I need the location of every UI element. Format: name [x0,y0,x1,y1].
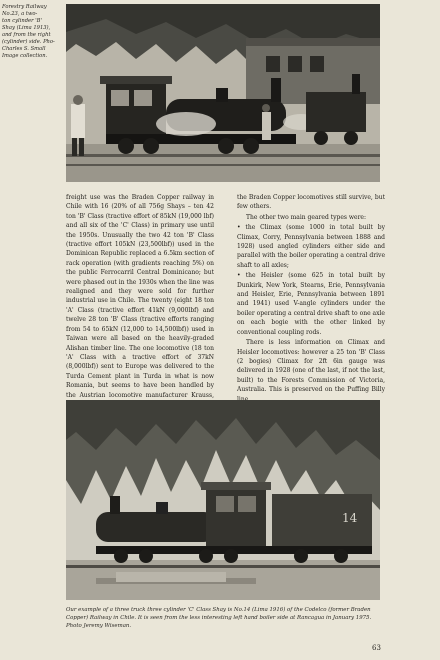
top-photo-illustration [66,4,380,182]
side-caption-line: No.23, a two- [2,11,38,17]
left-text-column [66,193,214,420]
bottom-locomotive-photo [66,400,380,600]
page-number: 63 [372,644,381,652]
side-caption-line: Charles S. Small [2,46,46,52]
bottom-photo-illustration [66,400,380,600]
body-paragraph: freight use was the Braden Copper railway in Chile with 16 (20% of all 756g Shays – ten 42 ton 'B' Class (tractive effort of 85kN (19,000 lbf) and all six of the 'C' Class) in primary use until the 1950s. Unusually the two 42 ton 'B' Class (tractive effort 105kN (23,500lbf)) used in the Dominican Republic replaced a 6.5km section of rack operation (with gradients reaching 5%) on the public Ferrocarril Central Dominicano; but were phased out in the 1930s when the line was realigned and they were sold for further industrial use in Chile. The twenty (eight 18 ton 'A' Class (tractive effort 41kN (9,000lbf) and twelve 28 ton 'B' Class (tractive efforts ranging from 54 to 65kN (12,000 to 14,500lbf)) used in Taiwan were all based on the heavily-graded Alishan timber line. The one locomotive (18 ton 'A' Class with a tractive effort of 37kN (8,000lbf)) sent to Europe was delivered to the Turda Cement plant in Turda in what is now Romania, but seems to have been handled by the Austrian locomotive manufacturer Krauss, [66,194,214,399]
top-locomotive-photo [66,4,380,182]
side-caption-line: ton cylinder 'B' [2,18,42,24]
side-caption [2,4,60,60]
bottom-photo-caption: Our example of a three truck three cylinder 'C' Class Shay is No.14 (Lima 1916) of the Codelco (former Braden Copper) Railway in Chile. It is seen from the less interesting left hand boiler side at Rancagua in January 1975. Photo Jeremy Wiseman. [66,607,372,629]
side-caption-line: Shay (Lima 1913), [2,25,51,31]
right-text-column [237,193,385,405]
body-paragraph: the Braden Copper locomotives still survive, but few others. [237,194,385,211]
side-caption-line: Image collection. [2,53,48,59]
body-paragraph: The other two main geared types were: [246,213,367,221]
cab-number: 14 [342,511,358,525]
body-paragraph: There is less information on Climax and Heisler locomotives: however a 25 ton 'B' Class (2 bogies) Climax for 2ft 6in gauge was delivered in 1928 (one of the last, if not the last, built) to the Forests Commission of Victoria, Australia. This is preserved on the Puffing Billy [237,339,385,394]
bullet-paragraph: • the Heisler (some 625 in total built by Dunkirk, New York, Stearns, Erie, Pennsylvania and Heisler, Erie, Pennsylvania between 1891 and 1941) used V-angle cylinders under the boiler operating a central drive shaft to one axle on each bogie with the other linked by conventional coupling rods. [237,272,385,336]
side-caption-line: and from the right [2,32,51,38]
bullet-paragraph: • the Climax (some 1000 in total built by Climax, Corry, Pennsylvania between 1888 and 1928) used angled cylinders either side and parallel with the boiler operating a central drive shaft to all axles; [237,224,385,269]
side-caption-line: Forestry Railway [2,4,47,10]
side-caption-line: (cylinder) side. Pho- [2,39,55,45]
